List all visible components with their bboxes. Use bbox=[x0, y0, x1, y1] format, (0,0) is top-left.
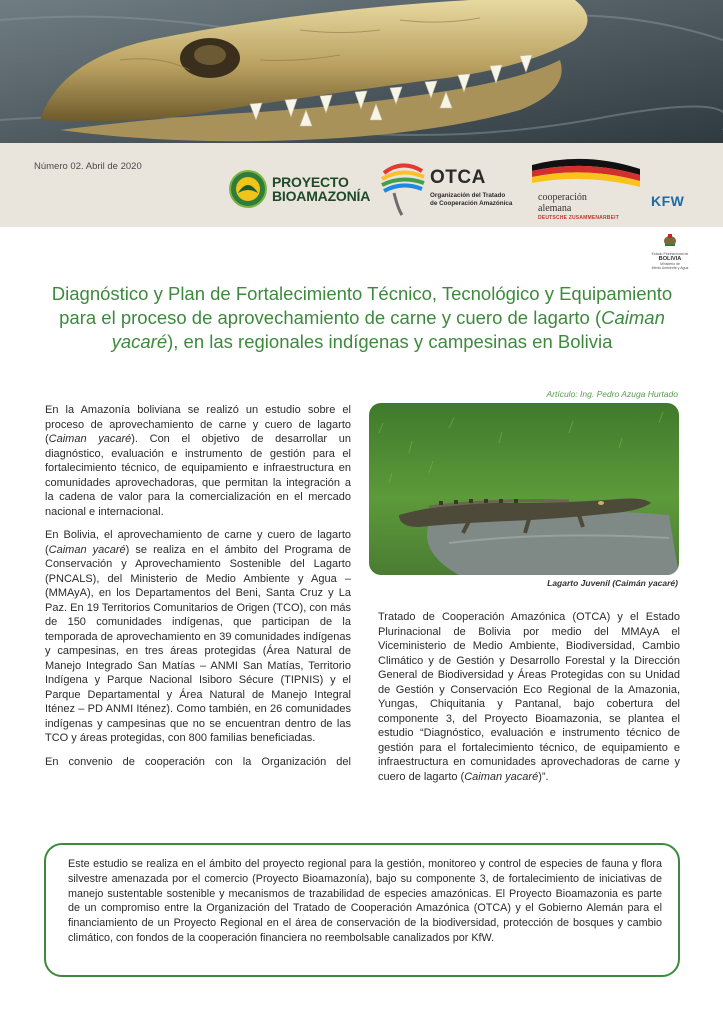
p1-text-b: ). Con el objetivo de desarrollar un diagnóstico, evaluación e instrumento de gestión para el fortalecimiento técnico, de equipamiento e infraestructura en comunidades aprovechadoras, que permitan la integración a la cadena de valor para la comercialización en el mercado nacional e internacional. bbox=[45, 433, 351, 518]
otca-logo-acronym: OTCA bbox=[430, 167, 486, 188]
p4-text-b: )”. bbox=[538, 770, 549, 783]
proyecto-bioamazonia-logo bbox=[228, 169, 378, 213]
bolivia-logo-line1: Estado Plurinacional de bbox=[651, 252, 689, 256]
paragraph-1 bbox=[45, 403, 351, 519]
p1-italic: Caiman yacaré bbox=[48, 433, 132, 445]
paragraph-2 bbox=[45, 528, 351, 746]
p2-text-a: En Bolivia, el aprovechamiento de carne y cuero de lagarto ( bbox=[45, 529, 351, 556]
bioamazonia-logo-line1: PROYECTO bbox=[272, 174, 349, 190]
paragraph-3: En convenio de cooperación con la Organización del bbox=[45, 755, 351, 768]
bolivia-ministry-logo bbox=[642, 233, 698, 273]
p4-text-a: Tratado de Cooperación Amazónica (OTCA) y el Estado Plurinacional de Bolivia por medio del MMAyA el Viceministerio de Medio Ambiente, Biodiversidad, Cambio Climático y de Gestión y Desarrollo Forestal y la Dirección General de Biodiversidad y Áreas Protegidas con su Unidad de Gestión y Conservación Eco Regional de la Amazonia, Yungas, Chiquitania y Pantanal, bajo cobertura del componente 3, del Proyecto Bioamazonia, se plantea el estudio “Diagnóstico, evaluación e instrumento técnico de gestión para el fortalecimiento técnico, de equipamiento e infraestructura en comunidades aprovechadoras de carne y cuero de lagarto ( bbox=[378, 611, 680, 783]
cooperacion-alemana-line1: cooperación bbox=[538, 192, 587, 203]
bolivia-logo-line4: Medio Ambiente y Agua bbox=[651, 266, 689, 270]
otca-logo-line1: Organización del Tratado bbox=[430, 192, 506, 199]
article-title-italic: Caiman yacaré bbox=[111, 307, 665, 352]
bioamazonia-emblem-icon bbox=[228, 169, 268, 209]
project-info-box bbox=[44, 843, 680, 977]
article-left-column bbox=[45, 403, 351, 778]
article-title-part1: Diagnóstico y Plan de Fortalecimiento Técnico, Tecnológico y Equipamiento para el proceso de aprovechamiento de carne y cuero de lagarto ( bbox=[51, 283, 673, 328]
article-right-column bbox=[378, 610, 680, 793]
project-info-text: Este estudio se realiza en el ámbito del proyecto regional para la gestión, monitoreo y control de especies de fauna y flora silvestre amenazada por el comercio (Proyecto Bioamazonía), bajo su componente 3, de fortalecimiento de iniciativas de manejo sustentable sostenible y mecanismos de trazabilidad de especies amazónicas. El Proyecto Bioamazonia es parte de un compromiso entre la Organización del Tratado de Cooperación Amazónica (OTCA) y el Gobierno Alemán para el financiamiento de un Proyecto Regional en el área de conservación de la biodiversidad, protección de bosques y cambio climático, con fondos de la cooperación financiera no reembolsable canalizados por KfW. bbox=[68, 858, 662, 944]
article-byline: Artículo: Ing. Pedro Azuga Hurtado bbox=[546, 389, 678, 399]
header-crocodile-photo bbox=[0, 0, 723, 143]
bioamazonia-logo-line2: BIOAMAZONÍA bbox=[272, 188, 371, 204]
article-title-part2: ), en las regionales indígenas y campesinas en Bolivia bbox=[167, 331, 613, 352]
issue-date: Número 02. Abril de 2020 bbox=[34, 161, 142, 172]
p2-text-b: ) se realiza en el ámbito del Programa de Conservación y Aprovechamiento Sostenible del Lagarto (PNCALS), del Ministerio de Medio Ambiente y Agua – (MMAyA), en los Departamentos del Beni, Santa Cruz y La Paz. En 19 Territorios Comunitarios de Origen (TCO), con más de 150 comunidades indígenas, que participan de la temporada de aprovechamiento en 39 comunidades indígenas y campesinas, en tres áreas protegidas (Área Natural de Manejo Integrado San Matías – ANMI San Matías, Territorio Indígena y Parque Nacional Isiboro Sécure (TIPNIS) y el Parque Departamental y Área Natural de Manejo Integral Iténez – PD ANMI Iténez). Como también, en 26 comunidades indígenas y campesinas que no se encuentran dentro de las TCO y áreas protegidas, con 800 familias beneficiadas. bbox=[45, 543, 351, 744]
paragraph-4 bbox=[378, 610, 680, 784]
bolivia-coat-of-arms-icon bbox=[662, 233, 678, 247]
logo-band bbox=[0, 143, 723, 227]
cooperacion-alemana-sub: DEUTSCHE ZUSAMMENARBEIT bbox=[538, 215, 619, 221]
cooperacion-alemana-line2: alemana bbox=[538, 203, 572, 214]
otca-logo-line2: de Cooperación Amazónica bbox=[430, 199, 513, 207]
caiman-on-grass-image bbox=[369, 403, 679, 575]
bolivia-logo-line2: BOLIVIA bbox=[658, 256, 682, 262]
crocodile-illustration bbox=[0, 0, 723, 143]
p2-italic: Caiman yacaré bbox=[48, 543, 126, 556]
p1-text-a: En la Amazonía boliviana se realizó un estudio sobre el proceso de aprovechamiento de carne y cuero de lagarto ( bbox=[45, 404, 351, 445]
cooperacion-alemana-logo bbox=[530, 157, 642, 221]
article-title bbox=[44, 282, 680, 354]
otca-emblem-icon bbox=[376, 159, 430, 217]
otca-logo bbox=[376, 159, 526, 219]
p4-italic: Caiman yacaré bbox=[464, 770, 539, 783]
caiman-photo bbox=[369, 403, 679, 575]
photo-caption: Lagarto Juvenil (Caimán yacaré) bbox=[547, 578, 678, 588]
german-flag-swoosh-icon bbox=[530, 157, 642, 191]
bolivia-logo-line3: Ministerio de bbox=[660, 262, 680, 266]
kfw-logo: KFW bbox=[651, 193, 685, 209]
